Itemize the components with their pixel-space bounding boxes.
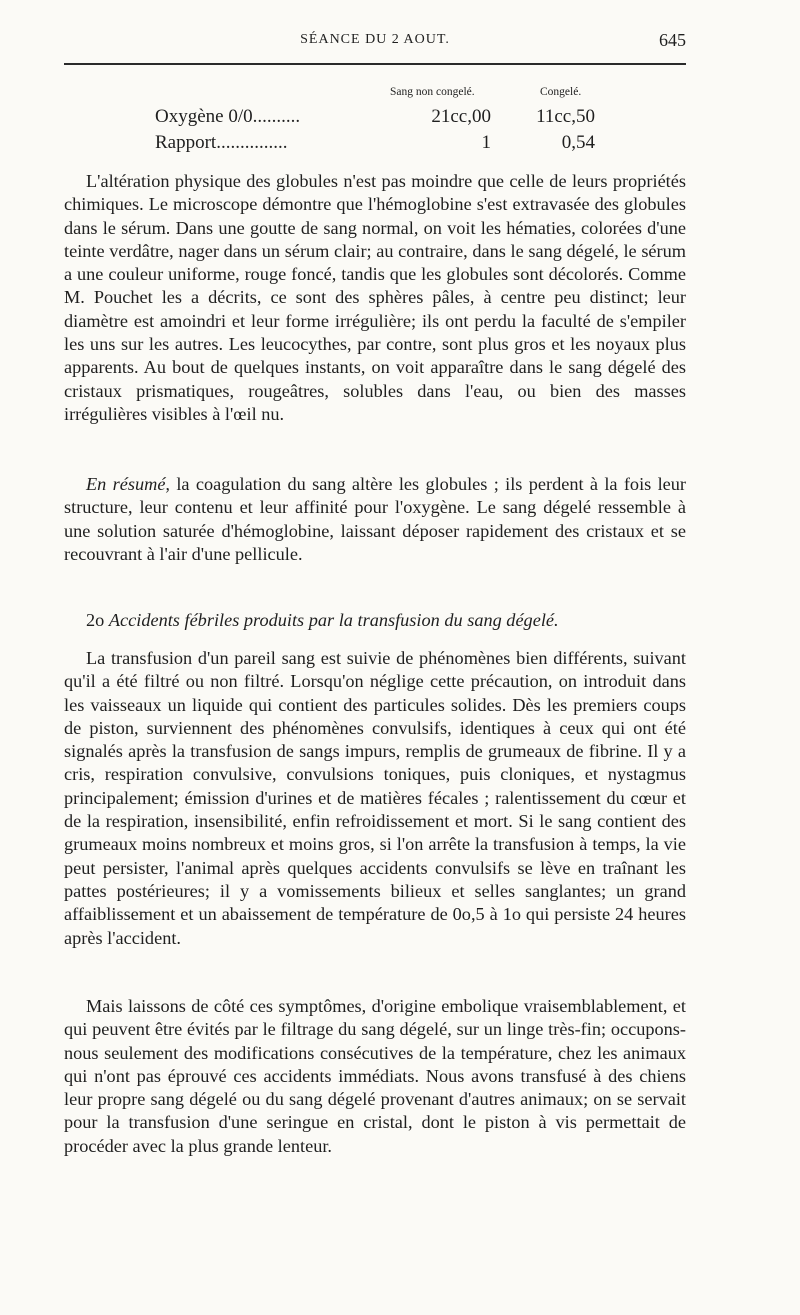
paragraph-text: la coagulation du sang altère les globules ; ils perdent à la fois leur structure, leur contenu et leur affinité pour l'oxygène. Le sang dégelé ressemble à une solution saturée d'hémoglobine, laissant déposer rapidement des cristaux et se recouvrant à l'air d'une pellicule.	[64, 474, 687, 564]
value-congele: 0,54	[561, 132, 595, 153]
paragraph-symptomes	[64, 995, 686, 1158]
paragraph-text: La transfusion d'un pareil sang est suivie de phénomènes bien différents, suivant qu'il a été filtré ou non filtré. Lorsqu'on néglige cette précaution, on introduit dans les vaisseaux un liquide qui contient des particules solides. Dès les premiers coups de piston, surviennent des phénomènes convulsifs, identiques à ceux qui ont été signalés après la transfusion de sangs impurs, remplis de grumeaux de fibrine. Il y a cris, respiration convulsive, convulsions toniques, puis cloniques, et nystagmus principalement; émission d'urines et de matières fécales ; ralentissement du cœur et de la respiration, insensibilité, enfin refroidissement et mort. Si le sang contient des grumeaux moins nombreux et moins gros, si l'on arrête la transfusion à temps, la vie peut persister, l'animal après quelques accidents convulsifs se lève en traînant les pattes postérieures; il y a vomissements bilieux et selles sanglantes; un grand affaiblissement et un abaissement de température de 0o,5 à 1o qui persiste 24 heures après l'accident.	[64, 648, 686, 948]
value-non-congele: 1	[481, 132, 491, 153]
section-title: Accidents fébriles produits par la transfusion du sang dégelé.	[108, 610, 559, 630]
value-non-congele: 21cc,00	[431, 106, 491, 127]
section-heading	[86, 610, 686, 631]
paragraph-alteration	[64, 170, 686, 426]
page-header	[64, 30, 686, 54]
paragraph-text: L'altération physique des globules n'est pas moindre que celle de leurs propriétés chimiques. Le microscope démontre que l'hémoglobine s'est extravasée des globules dans le sérum. Dans une goutte de sang normal, on voit les hématies, colorées d'une teinte verdâtre, nager dans un sérum clair; au contraire, dans le sang dégelé, le sérum a une couleur uniforme, rouge foncé, tandis que les globules sont décolorés. Comme M. Pouchet les a décrits, ce sont des sphères pâles, à centre peu distinct; leur diamètre est amoindri et leur forme irrégulière; ils ont perdu la faculté de s'empiler les uns sur les autres. Les leucocythes, par contre, sont plus gros et les noyaux plus apparents. Au bout de quelques instants, on voit apparaître dans le sang dégelé des cristaux prismatiques, rougeâtres, solubles dans l'eau, ou bien des masses irrégulières visibles à l'œil nu.	[64, 171, 686, 424]
table-row	[155, 106, 615, 132]
running-title: SÉANCE DU 2 AOUT.	[300, 32, 450, 47]
column-header-congele: Congelé.	[540, 86, 582, 98]
header-rule	[64, 63, 686, 65]
paragraph-resume	[64, 473, 686, 566]
value-congele: 11cc,50	[536, 106, 595, 127]
page-number: 645	[659, 30, 686, 50]
row-label: Rapport...............	[155, 132, 288, 153]
row-label: Oxygène 0/0..........	[155, 106, 301, 127]
paragraph-text: Mais laissons de côté ces symptômes, d'origine embolique vraisemblablement, et qui peuvent être évités par le filtrage du sang dégelé, sur un linge très-fin; occupons-nous seulement des modifications consécutives de la température, chez les animaux qui n'ont pas éprouvé ces accidents immédiats. Nous avons transfusé à des chiens leur propre sang dégelé ou du sang dégelé provenant d'autres animaux; on se servait pour la transfusion d'une seringue en cristal, dont le piston à vis permettait de procéder avec la plus grande lenteur.	[64, 996, 686, 1156]
section-number: 2o	[86, 610, 105, 630]
table-row	[155, 132, 615, 158]
column-header-non-congele: Sang non congelé.	[390, 86, 475, 98]
paragraph-transfusion	[64, 647, 686, 950]
resume-lead: En résumé,	[86, 474, 171, 494]
